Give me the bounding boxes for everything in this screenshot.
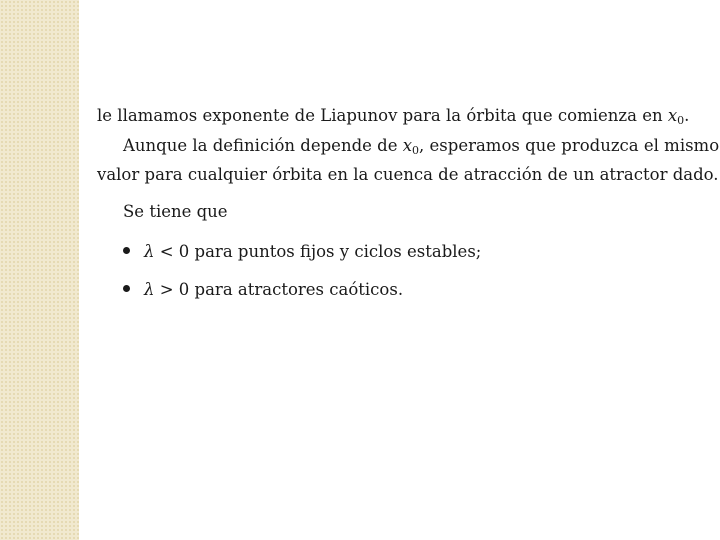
bullet-dot-icon bbox=[123, 247, 130, 254]
line2-text-b: , esperamos que produzca el mismo bbox=[419, 135, 720, 155]
bullet-list bbox=[97, 240, 697, 302]
lambda-symbol: λ bbox=[144, 242, 155, 261]
bullet-text: para atractores caóticos. bbox=[194, 280, 404, 299]
relation: < 0 bbox=[154, 242, 195, 261]
slide-content bbox=[97, 104, 720, 316]
paragraph-line-3: valor para cualquier órbita en la cuenca de atracción de un atractor dado. bbox=[97, 165, 719, 184]
relation: > 0 bbox=[154, 280, 195, 299]
paragraph-line-2 bbox=[97, 134, 720, 164]
line2-text-a: Aunque la definición depende de bbox=[123, 135, 403, 155]
intro-text: Se tiene que bbox=[123, 201, 228, 221]
lambda-symbol: λ bbox=[144, 280, 155, 299]
x0-variable: $x_0$ bbox=[402, 135, 420, 157]
paragraph-line-1: le llamamos exponente de Liapunov para la órbita que comienza en $x_0$. bbox=[97, 106, 690, 127]
list-item bbox=[123, 240, 697, 264]
decorative-side-strip bbox=[0, 0, 79, 540]
list-item bbox=[123, 278, 697, 302]
bullet-text: para puntos fijos y ciclos estables; bbox=[194, 242, 482, 261]
line1-text: le llamamos exponente de Liapunov para la órbita que comienza en bbox=[97, 106, 668, 125]
x0-variable: $x_0$ bbox=[667, 106, 685, 127]
bullet-dot-icon bbox=[123, 285, 130, 292]
